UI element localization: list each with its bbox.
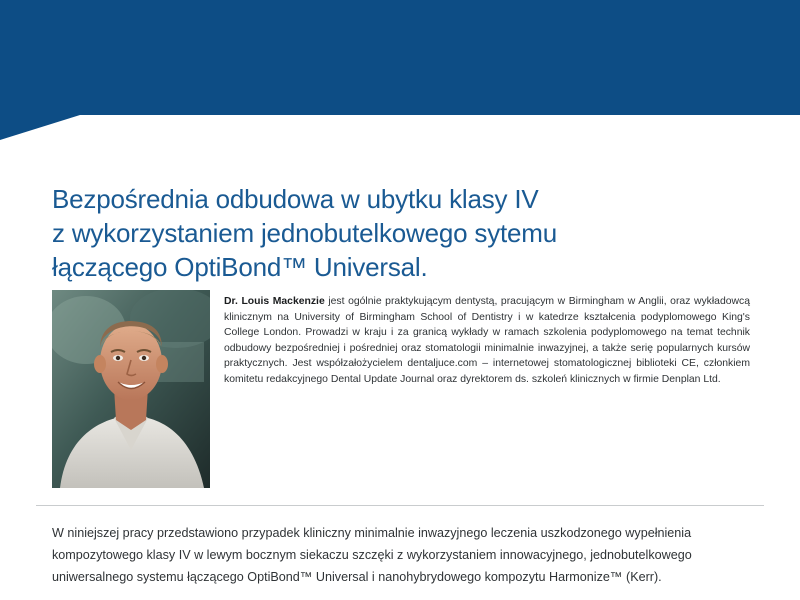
page-title-line-2: z wykorzystaniem jednobutelkowego sytemu — [52, 218, 558, 248]
top-banner — [0, 0, 800, 140]
section-divider — [36, 505, 764, 506]
author-bio-text: jest ogólnie praktykującym dentystą, pracującym w Birmingham w Anglii, oraz wykładowcą klinicznym na University of Birmingham School of Dentistry i w katedrze kształcenia podyplomowego King's College London. Prowadzi w kraju i za granicą wykłady w ramach szkolenia podyplomowego na temat technik odbudowy bezpośredniej i pośredniej oraz stomatologii minimalnie inwazyjnej, a także serię popularnych kursów praktycznych. Jest współzałożycielem dentaljuce.com – internetowej stomatologicznej biblioteki CE, członkiem komitetu redakcyjnego Dental Update Journal oraz dyrektorem ds. szkoleń klinicznych w firmie Denplan Ltd. — [224, 296, 750, 385]
abstract-text — [52, 522, 752, 588]
page-title-line-1: Bezpośrednia odbudowa w ubytku klasy IV — [52, 184, 539, 214]
page-title-line-3: łączącego OptiBond™ Universal. — [52, 252, 428, 282]
author-name: Dr. Louis Mackenzie — [224, 296, 325, 307]
abstract-line-1: W niniejszej pracy przedstawiono przypadek kliniczny minimalnie inwazyjnego leczenia uszkodzonego wypełnienia — [52, 526, 692, 540]
author-photo — [52, 290, 210, 488]
author-bio — [224, 294, 750, 388]
author-portrait-illustration — [52, 290, 210, 488]
abstract-line-3: uniwersalnego systemu łączącego OptiBond™ Universal i nanohybrydowego kompozytu Harmonize™ (Kerr). — [52, 570, 662, 584]
abstract-line-2: kompozytowego klasy IV w lewym bocznym siekaczu szczęki z wykorzystaniem innowacyjnego, jednobutelkowego — [52, 548, 692, 562]
page-title — [52, 182, 752, 284]
